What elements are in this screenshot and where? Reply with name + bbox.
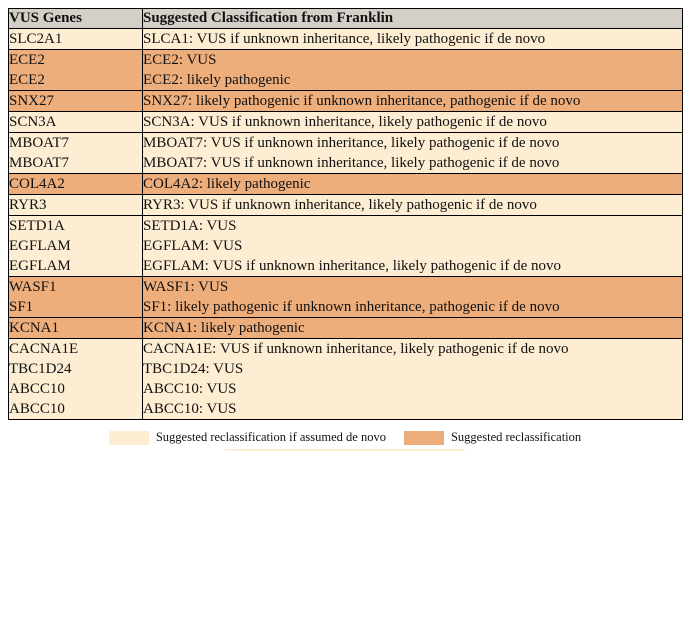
classification-cell: [143, 91, 683, 112]
gene-name: ECE2: [9, 52, 45, 68]
classification-text: RYR3: VUS if unknown inheritance, likely pathogenic if de novo: [143, 197, 537, 213]
gene-name: ECE2: [9, 72, 45, 88]
legend-item-reclassification: [404, 430, 581, 445]
classification-text: TBC1D24: VUS: [143, 361, 244, 377]
classification-text: CACNA1E: VUS if unknown inheritance, likely pathogenic if de novo: [143, 341, 569, 357]
classification-cell: [143, 112, 683, 133]
classification-text: MBOAT7: VUS if unknown inheritance, likely pathogenic if de novo: [143, 155, 560, 171]
classification-text: EGFLAM: VUS if unknown inheritance, likely pathogenic if de novo: [143, 258, 561, 274]
gene-name: SCN3A: [9, 114, 57, 130]
table-header-row: [9, 9, 683, 29]
gene-name: EGFLAM: [9, 258, 71, 274]
gene-cell: [9, 91, 143, 112]
table-body: [9, 29, 683, 420]
gene-cell: [9, 174, 143, 195]
legend-underline: [225, 449, 465, 451]
table-row: [9, 133, 683, 174]
column-header-vus-genes: VUS Genes: [9, 9, 143, 29]
legend-label-reclassification: Suggested reclassification: [450, 430, 582, 444]
table-row: [9, 195, 683, 216]
classification-text: ABCC10: VUS: [143, 381, 237, 397]
gene-name: MBOAT7: [9, 135, 70, 151]
gene-name: KCNA1: [9, 320, 60, 336]
classification-text: MBOAT7: VUS if unknown inheritance, likely pathogenic if de novo: [143, 135, 560, 151]
classification-text: SF1: likely pathogenic if unknown inheritance, pathogenic if de novo: [143, 299, 560, 315]
table-row: [9, 174, 683, 195]
classification-text: SLCA1: VUS if unknown inheritance, likely pathogenic if de novo: [143, 31, 546, 47]
gene-cell: [9, 112, 143, 133]
classification-text: ECE2: VUS: [143, 52, 217, 68]
classification-text: KCNA1: likely pathogenic: [143, 320, 305, 336]
legend-item-de-novo: [109, 430, 386, 445]
gene-name: CACNA1E: [9, 341, 79, 357]
gene-name: COL4A2: [9, 176, 65, 192]
gene-cell: [9, 195, 143, 216]
gene-name: ABCC10: [9, 401, 65, 417]
classification-text: COL4A2: likely pathogenic: [143, 176, 311, 192]
gene-cell: [9, 339, 143, 420]
legend-swatch-de-novo-icon: [109, 431, 149, 445]
gene-name: MBOAT7: [9, 155, 70, 171]
table-row: [9, 50, 683, 91]
table-row: [9, 318, 683, 339]
gene-cell: [9, 318, 143, 339]
classification-cell: [143, 29, 683, 50]
column-header-suggested-classification: Suggested Classification from Franklin: [143, 9, 683, 29]
gene-name: TBC1D24: [9, 361, 72, 377]
classification-text: WASF1: VUS: [143, 279, 229, 295]
gene-cell: [9, 216, 143, 277]
table-row: [9, 339, 683, 420]
classification-cell: [143, 195, 683, 216]
table-row: [9, 91, 683, 112]
classification-text: SNX27: likely pathogenic if unknown inheritance, pathogenic if de novo: [143, 93, 581, 109]
vus-classification-table: [8, 8, 683, 420]
legend-swatch-reclassification-icon: [404, 431, 444, 445]
table-row: [9, 216, 683, 277]
classification-cell: [143, 339, 683, 420]
classification-cell: [143, 318, 683, 339]
gene-name: SETD1A: [9, 218, 65, 234]
table-row: [9, 277, 683, 318]
gene-name: RYR3: [9, 197, 47, 213]
gene-cell: [9, 277, 143, 318]
classification-cell: [143, 174, 683, 195]
gene-cell: [9, 133, 143, 174]
classification-cell: [143, 133, 683, 174]
classification-text: SETD1A: VUS: [143, 218, 237, 234]
classification-text: ECE2: likely pathogenic: [143, 72, 291, 88]
classification-text: EGFLAM: VUS: [143, 238, 243, 254]
legend-label-de-novo: Suggested reclassification if assumed de novo: [155, 430, 386, 444]
gene-name: ABCC10: [9, 381, 65, 397]
classification-cell: [143, 50, 683, 91]
legend: [8, 430, 682, 445]
table-row: [9, 29, 683, 50]
gene-name: SLC2A1: [9, 31, 63, 47]
classification-text: SCN3A: VUS if unknown inheritance, likely pathogenic if de novo: [143, 114, 547, 130]
gene-name: WASF1: [9, 279, 57, 295]
table-row: [9, 112, 683, 133]
classification-text: ABCC10: VUS: [143, 401, 237, 417]
classification-cell: [143, 216, 683, 277]
table-header: [9, 9, 683, 29]
gene-cell: [9, 50, 143, 91]
classification-cell: [143, 277, 683, 318]
gene-name: SNX27: [9, 93, 55, 109]
gene-cell: [9, 29, 143, 50]
gene-name: EGFLAM: [9, 238, 71, 254]
gene-name: SF1: [9, 299, 34, 315]
